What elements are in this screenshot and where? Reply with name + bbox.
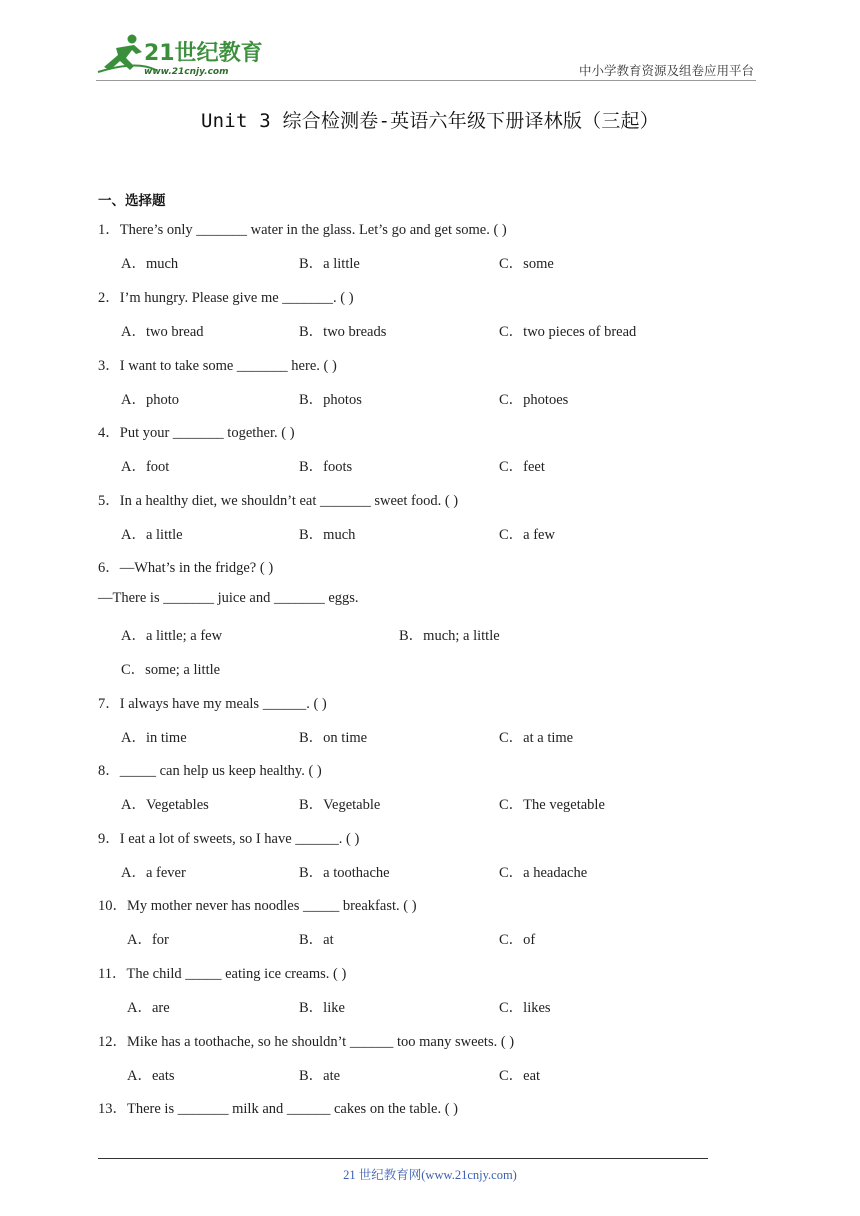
answer-option[interactable]: C．some; a little (121, 662, 221, 678)
question-stem-continued: —There is _______ juice and _______ eggs. (98, 590, 359, 606)
answer-option[interactable]: A．photo (121, 392, 179, 408)
answer-option[interactable]: C．feet (499, 459, 545, 475)
answer-option[interactable]: B．ate (299, 1068, 341, 1084)
answer-option[interactable]: C．eat (499, 1068, 541, 1084)
question-stem: 11．The child _____ eating ice creams. ( ) (98, 966, 347, 982)
answer-option[interactable]: B．Vegetable (299, 797, 381, 813)
answer-option[interactable]: B．two breads (299, 324, 387, 340)
logo-url: www.21cnjy.com (144, 67, 229, 77)
question-stem: 9．I eat a lot of sweets, so I have ______. ( ) (98, 831, 360, 847)
answer-option[interactable]: A．a fever (121, 865, 186, 881)
page-title: Unit 3 综合检测卷-英语六年级下册译林版（三起） (201, 110, 659, 132)
question-stem: 1．There’s only _______ water in the glass. Let’s go and get some. ( ) (98, 222, 507, 238)
answer-option[interactable]: A．for (127, 932, 169, 948)
question-stem: 2．I’m hungry. Please give me _______. ( ) (98, 290, 354, 306)
question-stem: 13．There is _______ milk and ______ cakes on the table. ( ) (98, 1101, 459, 1117)
header-platform-text: 中小学教育资源及组卷应用平台 (578, 63, 754, 78)
question-stem: 12．Mike has a toothache, so he shouldn’t ______ too many sweets. ( ) (98, 1034, 515, 1050)
answer-option[interactable]: A．in time (121, 730, 187, 746)
answer-option[interactable]: A．much (121, 256, 179, 272)
answer-option[interactable]: B．foots (299, 459, 353, 475)
answer-option[interactable]: A．a little; a few (121, 628, 223, 644)
question-stem: 5．In a healthy diet, we shouldn’t eat _______ sweet food. ( ) (98, 493, 459, 509)
answer-option[interactable]: A．are (127, 1000, 170, 1016)
answer-option[interactable]: A．foot (121, 459, 170, 475)
answer-option[interactable]: C．photoes (499, 392, 569, 408)
answer-option[interactable]: B．like (299, 1000, 345, 1016)
logo-text: 21世纪教育 (144, 41, 263, 66)
answer-option[interactable]: C．at a time (499, 730, 574, 746)
answer-option[interactable]: A．Vegetables (121, 797, 209, 813)
answer-option[interactable]: B．photos (299, 392, 362, 408)
answer-option[interactable]: C．a few (499, 527, 555, 543)
answer-option[interactable]: B．at (299, 932, 334, 948)
answer-option[interactable]: B．much; a little (399, 628, 500, 644)
answer-option[interactable]: C．of (499, 932, 536, 948)
answer-option[interactable]: C．two pieces of bread (499, 324, 637, 340)
answer-option[interactable]: B．a toothache (299, 865, 390, 881)
answer-option[interactable]: B．a little (299, 256, 360, 272)
question-stem: 4．Put your _______ together. ( ) (98, 425, 295, 441)
answer-option[interactable]: C．some (499, 256, 554, 272)
answer-option[interactable]: C．a headache (499, 865, 588, 881)
question-stem: 6．—What’s in the fridge? ( ) (98, 560, 274, 576)
answer-option[interactable]: B．much (299, 527, 356, 543)
logo (96, 30, 266, 78)
answer-option[interactable]: C．likes (499, 1000, 551, 1016)
answer-option[interactable]: A．a little (121, 527, 183, 543)
question-stem: 8．_____ can help us keep healthy. ( ) (98, 763, 322, 779)
footer-divider (98, 1158, 708, 1159)
question-stem: 3．I want to take some _______ here. ( ) (98, 358, 337, 374)
question-stem: 7．I always have my meals ______. ( ) (98, 696, 327, 712)
answer-option[interactable]: A．eats (127, 1068, 175, 1084)
answer-option[interactable]: B．on time (299, 730, 368, 746)
header-divider (96, 80, 756, 81)
answer-option[interactable]: A．two bread (121, 324, 204, 340)
section-heading: 一、选择题 (98, 193, 166, 209)
logo-runner-icon (96, 30, 266, 78)
question-stem: 10．My mother never has noodles _____ breakfast. ( ) (98, 898, 417, 914)
answer-option[interactable]: C．The vegetable (499, 797, 605, 813)
footer-text: 21 世纪教育网(www.21cnjy.com) (343, 1168, 517, 1182)
